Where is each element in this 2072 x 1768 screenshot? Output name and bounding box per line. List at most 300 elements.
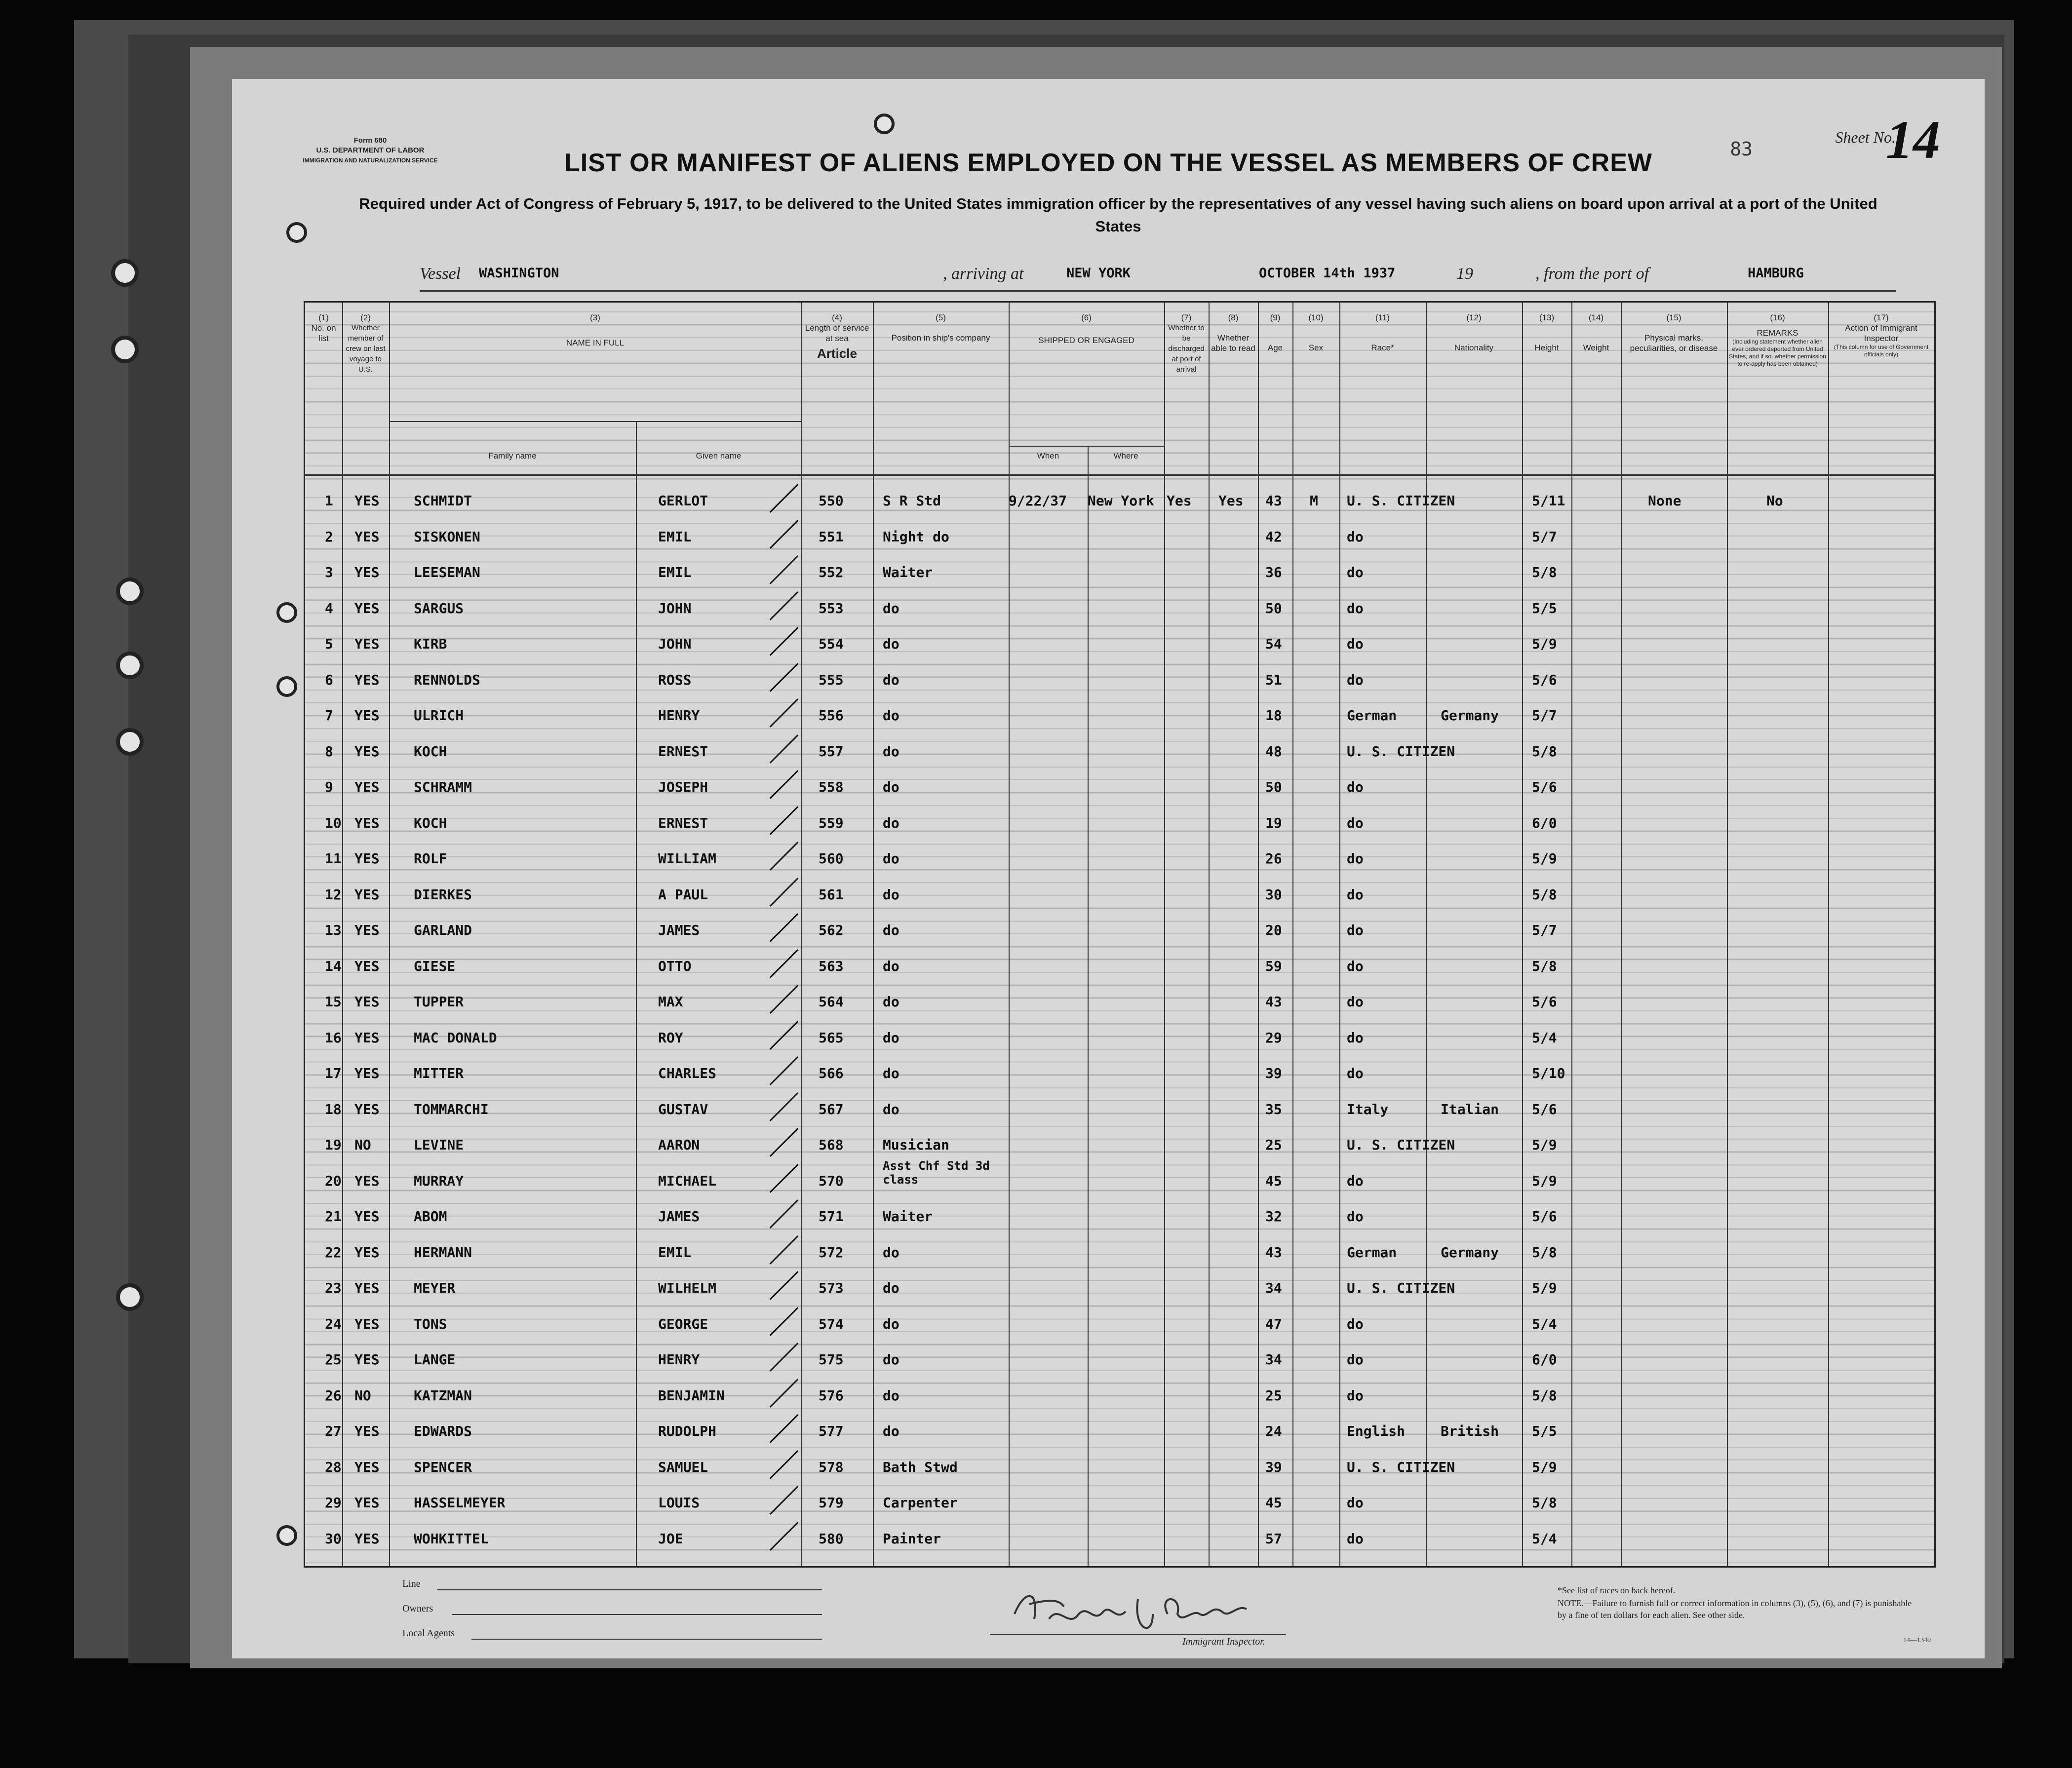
- family-name: SARGUS: [414, 600, 464, 616]
- position: do: [883, 1029, 899, 1046]
- penalty-note: NOTE.—Failure to furnish full or correct information in columns (3), (5), (6), and (7) is punishable by a fine of ten dollars for each alien. See other side.: [1558, 1598, 1912, 1620]
- family-name: LANGE: [414, 1351, 456, 1368]
- inspector-label: Immigrant Inspector.: [1182, 1636, 1265, 1647]
- height: 5/7: [1532, 528, 1557, 545]
- check-mark: [770, 555, 799, 584]
- height: 5/5: [1532, 1423, 1557, 1439]
- table-row: [305, 1065, 1934, 1095]
- crew-member: YES: [354, 1065, 380, 1081]
- header-col15: (15) Physical marks, peculiarities, or disease: [1630, 313, 1718, 353]
- height: 5/8: [1532, 743, 1557, 760]
- age: 48: [1265, 743, 1282, 760]
- table-row: [305, 529, 1934, 558]
- given-name: GUSTAV: [658, 1101, 708, 1117]
- position: do: [883, 1315, 899, 1332]
- age: 39: [1265, 1459, 1282, 1475]
- line-label: Line: [402, 1578, 421, 1589]
- crew-member: NO: [354, 1387, 371, 1404]
- position: do: [883, 886, 899, 903]
- family-name: MITTER: [414, 1065, 464, 1081]
- given-name: EMIL: [658, 564, 692, 580]
- position: Night do: [883, 528, 949, 545]
- given-name: JOHN: [658, 600, 692, 616]
- check-mark: [770, 698, 799, 728]
- footer: [304, 1565, 1933, 1649]
- crew-member: YES: [354, 1280, 380, 1296]
- family-name: TUPPER: [414, 994, 464, 1010]
- table-row: [305, 1137, 1934, 1166]
- binder-hole: [116, 728, 144, 756]
- given-name: LOUIS: [658, 1495, 700, 1511]
- header-given: Given name: [696, 451, 742, 461]
- height: 5/10: [1532, 1065, 1565, 1081]
- table-row: [305, 636, 1934, 665]
- binder-hole: [116, 577, 144, 605]
- crew-member: YES: [354, 958, 380, 974]
- family-name: SISKONEN: [414, 528, 480, 545]
- article-number: 570: [819, 1172, 844, 1189]
- race: do: [1347, 1495, 1364, 1511]
- race: German: [1347, 1244, 1397, 1261]
- position: do: [883, 994, 899, 1010]
- crew-member: YES: [354, 1101, 380, 1117]
- article-number: 571: [819, 1208, 844, 1225]
- header-col3: (3) NAME IN FULL: [566, 313, 625, 347]
- form-number: Form 680: [353, 136, 387, 145]
- family-name: KATZMAN: [414, 1387, 472, 1404]
- article-number: 550: [819, 493, 844, 509]
- year-label: 19: [1456, 265, 1473, 283]
- crew-member: YES: [354, 850, 380, 867]
- position: Musician: [883, 1137, 949, 1153]
- table-row: [305, 1208, 1934, 1238]
- row-number: 8: [325, 743, 333, 760]
- crew-member: YES: [354, 994, 380, 1010]
- nationality: Germany: [1441, 707, 1499, 724]
- sheet-number: 14: [1886, 110, 1940, 170]
- position: do: [883, 671, 899, 688]
- position: do: [883, 1244, 899, 1261]
- family-name: ULRICH: [414, 707, 464, 724]
- given-name: JOHN: [658, 636, 692, 652]
- crew-member: YES: [354, 1315, 380, 1332]
- position: do: [883, 600, 899, 616]
- article-number: 558: [819, 779, 844, 795]
- given-name: JAMES: [658, 922, 700, 938]
- family-name: LEVINE: [414, 1137, 464, 1153]
- crew-member: YES: [354, 564, 380, 580]
- race: do: [1347, 814, 1364, 831]
- check-mark: [770, 520, 799, 549]
- age: 51: [1265, 671, 1282, 688]
- height: 5/6: [1532, 994, 1557, 1010]
- remarks: No: [1766, 493, 1783, 509]
- position: do: [883, 958, 899, 974]
- check-mark: [770, 1092, 799, 1121]
- table-row: [305, 600, 1934, 630]
- check-mark: [770, 1271, 799, 1300]
- table-row: [305, 994, 1934, 1023]
- crew-member: YES: [354, 922, 380, 938]
- punch-hole: [286, 222, 307, 243]
- sheet-label: Sheet No.: [1835, 128, 1896, 146]
- check-mark: [770, 1450, 799, 1479]
- height: 5/9: [1532, 636, 1557, 652]
- race: do: [1347, 1315, 1364, 1332]
- check-mark: [770, 1307, 799, 1336]
- given-name: WILLIAM: [658, 850, 717, 867]
- family-name: MURRAY: [414, 1172, 464, 1189]
- race: do: [1347, 636, 1364, 652]
- article-number: 573: [819, 1280, 844, 1296]
- table-row: [305, 707, 1934, 737]
- height: 5/8: [1532, 886, 1557, 903]
- position: Waiter: [883, 564, 933, 580]
- age: 34: [1265, 1351, 1282, 1368]
- height: 5/9: [1532, 1172, 1557, 1189]
- age: 39: [1265, 1065, 1282, 1081]
- article-number: 563: [819, 958, 844, 974]
- race: U. S. CITIZEN: [1347, 1459, 1455, 1475]
- race: English: [1347, 1423, 1406, 1439]
- header-col7: (7) Whether to be discharged at port of arrival: [1168, 313, 1205, 374]
- table-row: [305, 493, 1934, 522]
- family-name: RENNOLDS: [414, 671, 480, 688]
- check-mark: [770, 1522, 799, 1551]
- article-number: 564: [819, 994, 844, 1010]
- position: do: [883, 1387, 899, 1404]
- table-row: [305, 779, 1934, 808]
- family-name: HASSELMEYER: [414, 1495, 506, 1511]
- crew-member: YES: [354, 1423, 380, 1439]
- article-number: 557: [819, 743, 844, 760]
- crew-member: NO: [354, 1137, 371, 1153]
- row-number: 10: [325, 814, 342, 831]
- owners-label: Owners: [402, 1603, 433, 1614]
- family-name: WOHKITTEL: [414, 1530, 489, 1547]
- race: do: [1347, 528, 1364, 545]
- article-number: 580: [819, 1530, 844, 1547]
- row-number: 3: [325, 564, 333, 580]
- article-number: 568: [819, 1137, 844, 1153]
- check-mark: [770, 1021, 799, 1050]
- crew-member: YES: [354, 528, 380, 545]
- row-number: 7: [325, 707, 333, 724]
- table-row: [305, 1351, 1934, 1381]
- given-name: HENRY: [658, 707, 700, 724]
- row-number: 12: [325, 886, 342, 903]
- article-number: 561: [819, 886, 844, 903]
- race: do: [1347, 958, 1364, 974]
- crew-member: YES: [354, 1495, 380, 1511]
- table-row: [305, 922, 1934, 952]
- manifest-table: [304, 301, 1936, 1568]
- row-number: 15: [325, 994, 342, 1010]
- stamp-number: 83: [1730, 138, 1753, 160]
- row-number: 23: [325, 1280, 342, 1296]
- table-row: [305, 815, 1934, 845]
- row-number: 30: [325, 1530, 342, 1547]
- height: 5/4: [1532, 1530, 1557, 1547]
- row-number: 22: [325, 1244, 342, 1261]
- age: 54: [1265, 636, 1282, 652]
- shipped-where: New York: [1088, 493, 1154, 509]
- position: do: [883, 1065, 899, 1081]
- nationality: British: [1441, 1423, 1499, 1439]
- race: do: [1347, 994, 1364, 1010]
- crew-member: YES: [354, 1530, 380, 1547]
- given-name: WILHELM: [658, 1280, 717, 1296]
- check-mark: [770, 1235, 799, 1265]
- row-number: 9: [325, 779, 333, 795]
- binder-hole: [111, 336, 139, 363]
- table-row: [305, 564, 1934, 594]
- row-number: 4: [325, 600, 333, 616]
- table-row: [305, 1459, 1934, 1489]
- arriving-label: , arriving at: [943, 265, 1024, 283]
- table-row: [305, 886, 1934, 916]
- page-title: LIST OR MANIFEST OF ALIENS EMPLOYED ON THE VESSEL AS MEMBERS OF CREW: [564, 149, 1652, 177]
- position: do: [883, 922, 899, 938]
- table-row: [305, 1531, 1934, 1560]
- given-name: ERNEST: [658, 743, 708, 760]
- given-name: RUDOLPH: [658, 1423, 717, 1439]
- crew-member: YES: [354, 1459, 380, 1475]
- family-name: TONS: [414, 1315, 447, 1332]
- age: 43: [1265, 994, 1282, 1010]
- family-name: GARLAND: [414, 922, 472, 938]
- article-number: 572: [819, 1244, 844, 1261]
- height: 5/8: [1532, 1495, 1557, 1511]
- row-number: 6: [325, 671, 333, 688]
- age: 35: [1265, 1101, 1282, 1117]
- race: do: [1347, 671, 1364, 688]
- race: do: [1347, 850, 1364, 867]
- age: 26: [1265, 850, 1282, 867]
- age: 20: [1265, 922, 1282, 938]
- family-name: MAC DONALD: [414, 1029, 497, 1046]
- check-mark: [770, 1379, 799, 1408]
- family-name: SCHMIDT: [414, 493, 472, 509]
- table-row: [305, 672, 1934, 701]
- position: do: [883, 707, 899, 724]
- article-number: 576: [819, 1387, 844, 1404]
- height: 5/9: [1532, 850, 1557, 867]
- header-col8: (8) Whether able to read: [1211, 313, 1255, 353]
- table-row: [305, 1101, 1934, 1131]
- header-when: When: [1037, 451, 1059, 461]
- age: 50: [1265, 600, 1282, 616]
- position: do: [883, 1280, 899, 1296]
- age: 59: [1265, 958, 1282, 974]
- given-name: ROY: [658, 1029, 683, 1046]
- check-mark: [770, 1414, 799, 1443]
- binder-hole: [116, 1283, 144, 1311]
- check-mark: [770, 878, 799, 907]
- position: do: [883, 1423, 899, 1439]
- height: 5/9: [1532, 1280, 1557, 1296]
- position: do: [883, 636, 899, 652]
- discharged: Yes: [1167, 493, 1192, 509]
- inspector-signature: [1005, 1584, 1261, 1639]
- height: 5/4: [1532, 1315, 1557, 1332]
- vessel-label: Vessel: [420, 265, 461, 283]
- row-number: 29: [325, 1495, 342, 1511]
- nationality: Germany: [1441, 1244, 1499, 1261]
- article-number: 579: [819, 1495, 844, 1511]
- position: do: [883, 743, 899, 760]
- header-col1: (1) No. on list: [311, 313, 336, 343]
- table-row: [305, 1423, 1934, 1453]
- crew-member: YES: [354, 814, 380, 831]
- article-number: 556: [819, 707, 844, 724]
- family-name: DIERKES: [414, 886, 472, 903]
- age: 29: [1265, 1029, 1282, 1046]
- check-mark: [770, 1486, 799, 1515]
- sex: M: [1310, 493, 1318, 509]
- race: U. S. CITIZEN: [1347, 493, 1455, 509]
- family-name: ROLF: [414, 850, 447, 867]
- family-name: ABOM: [414, 1208, 447, 1225]
- position: do: [883, 779, 899, 795]
- header-col13: (13) Height: [1534, 313, 1559, 352]
- arriving-port: NEW YORK: [1066, 266, 1131, 281]
- given-name: MAX: [658, 994, 683, 1010]
- table-row: [305, 1316, 1934, 1345]
- crew-member: YES: [354, 1172, 380, 1189]
- height: 5/4: [1532, 1029, 1557, 1046]
- height: 6/0: [1532, 814, 1557, 831]
- height: 5/9: [1532, 1137, 1557, 1153]
- header-col6: (6) SHIPPED OR ENGAGED: [1038, 313, 1134, 345]
- article-number: 559: [819, 814, 844, 831]
- race: do: [1347, 1530, 1364, 1547]
- check-mark: [770, 627, 799, 656]
- check-mark: [770, 949, 799, 978]
- given-name: GEORGE: [658, 1315, 708, 1332]
- row-number: 14: [325, 958, 342, 974]
- age: 36: [1265, 564, 1282, 580]
- race: do: [1347, 1387, 1364, 1404]
- header-col5: (5) Position in ship's company: [891, 313, 990, 343]
- form-code: 14—1340: [1903, 1637, 1931, 1644]
- family-name: KIRB: [414, 636, 447, 652]
- article-number: 554: [819, 636, 844, 652]
- article-number: 560: [819, 850, 844, 867]
- row-number: 26: [325, 1387, 342, 1404]
- position: do: [883, 1351, 899, 1368]
- race: do: [1347, 886, 1364, 903]
- family-name: KOCH: [414, 814, 447, 831]
- header-col11: (11) Race*: [1371, 313, 1394, 352]
- table-row: [305, 1244, 1934, 1274]
- row-number: 11: [325, 850, 342, 867]
- row-number: 18: [325, 1101, 342, 1117]
- age: 34: [1265, 1280, 1282, 1296]
- height: 5/11: [1532, 493, 1565, 509]
- given-name: SAMUEL: [658, 1459, 708, 1475]
- requirement-text: Required under Act of Congress of February 5, 1917, to be delivered to the United States immigration officer by the representatives of any vessel having such aliens on board upon arrival at a port of the United States: [359, 195, 1877, 235]
- family-name: HERMANN: [414, 1244, 472, 1261]
- given-name: JOE: [658, 1530, 683, 1547]
- race: do: [1347, 564, 1364, 580]
- header-col17: (17) Action of Immigrant Inspector (This column for use of Government officials only): [1834, 313, 1929, 358]
- table-row: [305, 1387, 1934, 1417]
- age: 24: [1265, 1423, 1282, 1439]
- header-col4: (4) Length of service at sea Article: [805, 313, 869, 361]
- given-name: BENJAMIN: [658, 1387, 725, 1404]
- service: IMMIGRATION AND NATURALIZATION SERVICE: [303, 157, 438, 164]
- binder-hole: [111, 259, 139, 287]
- check-mark: [770, 1056, 799, 1085]
- header-col9: (9) Age: [1267, 313, 1283, 352]
- race: do: [1347, 1208, 1364, 1225]
- article-number: 562: [819, 922, 844, 938]
- age: 43: [1265, 1244, 1282, 1261]
- race: U. S. CITIZEN: [1347, 1280, 1455, 1296]
- age: 30: [1265, 886, 1282, 903]
- height: 5/6: [1532, 671, 1557, 688]
- row-number: 28: [325, 1459, 342, 1475]
- header-where: Where: [1113, 451, 1138, 461]
- check-mark: [770, 842, 799, 871]
- article-number: 553: [819, 600, 844, 616]
- height: 5/8: [1532, 1244, 1557, 1261]
- race: do: [1347, 922, 1364, 938]
- article-number: 578: [819, 1459, 844, 1475]
- age: 18: [1265, 707, 1282, 724]
- article-number: 577: [819, 1423, 844, 1439]
- row-number: 20: [325, 1172, 342, 1189]
- punch-hole: [276, 676, 297, 697]
- given-name: ERNEST: [658, 814, 708, 831]
- check-mark: [770, 1343, 799, 1372]
- position: Painter: [883, 1530, 941, 1547]
- article-number: 552: [819, 564, 844, 580]
- age: 42: [1265, 528, 1282, 545]
- article-number: 551: [819, 528, 844, 545]
- table-row: [305, 1280, 1934, 1309]
- header-col10: (10) Sex: [1308, 313, 1324, 352]
- crew-member: YES: [354, 1244, 380, 1261]
- age: 19: [1265, 814, 1282, 831]
- table-row: [305, 743, 1934, 773]
- race: German: [1347, 707, 1397, 724]
- position: do: [883, 1101, 899, 1117]
- check-mark: [770, 591, 799, 620]
- row-number: 24: [325, 1315, 342, 1332]
- table-row: [305, 850, 1934, 880]
- family-name: TOMMARCHI: [414, 1101, 489, 1117]
- crew-member: YES: [354, 636, 380, 652]
- position: Asst Chf Std 3d class: [883, 1158, 990, 1187]
- height: 5/8: [1532, 564, 1557, 580]
- table-row: [305, 958, 1934, 988]
- header-col14: (14) Weight: [1583, 313, 1609, 352]
- height: 6/0: [1532, 1351, 1557, 1368]
- header-family: Family name: [488, 451, 537, 461]
- family-name: LEESEMAN: [414, 564, 480, 580]
- vessel-line: [420, 261, 1896, 292]
- crew-member: YES: [354, 1029, 380, 1046]
- check-mark: [770, 1128, 799, 1157]
- check-mark: [770, 1199, 799, 1229]
- crew-member: YES: [354, 707, 380, 724]
- crew-member: YES: [354, 671, 380, 688]
- crew-member: YES: [354, 600, 380, 616]
- check-mark: [770, 484, 799, 513]
- binder-hole: [116, 652, 144, 679]
